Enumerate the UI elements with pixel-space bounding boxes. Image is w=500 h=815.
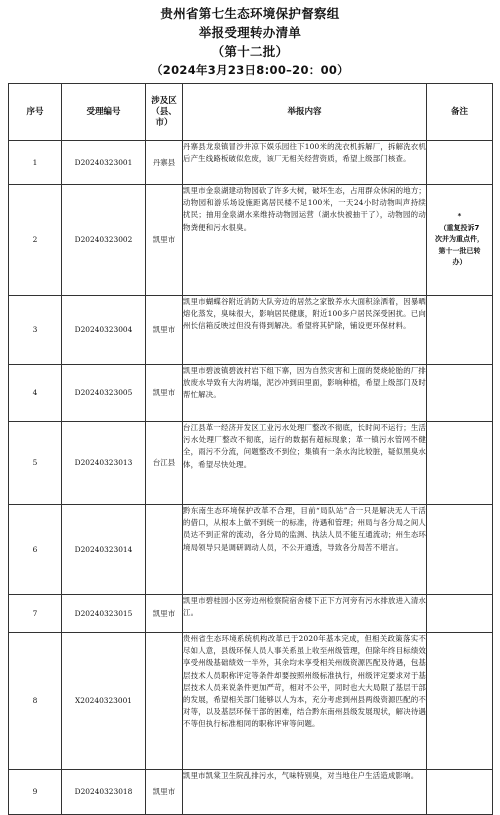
complaint-table bbox=[8, 83, 493, 815]
table-row bbox=[9, 422, 493, 505]
note-line: * bbox=[457, 212, 462, 221]
title-agency: 贵州省第七生态环境保护督察组 bbox=[160, 6, 340, 21]
title-list-name: 举报受理转办清单 bbox=[198, 25, 302, 40]
cell-note bbox=[427, 595, 493, 633]
cell-content: 凯里市凯棠卫生院乱排污水，气味特别臭，对当地住户生活造成影响。 bbox=[183, 770, 427, 815]
cell-content: 凯里市碧桂园小区旁边州检察院宿舍楼下正下方河旁有污水排放进入清水江。 bbox=[183, 595, 427, 633]
note-line: 办） bbox=[452, 258, 467, 267]
header-content: 举报内容 bbox=[183, 84, 427, 141]
header-note: 备注 bbox=[427, 84, 493, 141]
title-time-range: （2024年3月23日8:00–20：00） bbox=[151, 63, 349, 77]
cell-code: D20240323014 bbox=[62, 505, 146, 595]
cell-content: 凯里市金泉湖建动物园砍了许多大树，破坏生态，占用群众休闲的地方；动物园和游乐场设施距离居民楼不足100米，一天24小时动物叫声持续扰民；抽用金泉湖水来维持动物园运营（湖水快被抽干了），动物园的动物粪便和污水很臭。 bbox=[183, 185, 427, 296]
cell-code: D20240323005 bbox=[62, 365, 146, 422]
table-row bbox=[9, 365, 493, 422]
cell-region: 凯里市 bbox=[146, 296, 183, 365]
header-code: 受理编号 bbox=[62, 84, 146, 141]
cell-note bbox=[427, 296, 493, 365]
header-region: 涉及区（县、市） bbox=[146, 84, 183, 141]
cell-content: 凯里市碧波镇碧波村岩下组下寨，因为自然灾害和上面的焚烧轮胎的厂排放废水导致有大沟坍塌，泥沙冲到田里面，影响种植，希望上级部门及时帮忙解决。 bbox=[183, 365, 427, 422]
cell-code: D20240323018 bbox=[62, 770, 146, 815]
table-header-row bbox=[9, 84, 493, 141]
cell-index: 2 bbox=[9, 185, 62, 296]
cell-code: D20240323013 bbox=[62, 422, 146, 505]
cell-content: 黔东南生态环境保护改革不合理，目前“局队站”合一只是解决无人干活的借口，从根本上做不到统一的标准，待遇和管理；州局与各分局之间人员达不到正常的流动，各分局的监测、执法人员不能互通流动；州生态环境局领导只是调研调动人员，不公开通透，导致各分局苦不堪言。 bbox=[183, 505, 427, 595]
cell-index: 6 bbox=[9, 505, 62, 595]
title-batch: （第十二批） bbox=[211, 44, 289, 59]
table-row bbox=[9, 595, 493, 633]
cell-region: 丹寨县 bbox=[146, 141, 183, 185]
cell-code: X20240323001 bbox=[62, 633, 146, 770]
cell-code: D20240323002 bbox=[62, 185, 146, 296]
cell-note bbox=[427, 422, 493, 505]
note-line: （重复投诉7 bbox=[439, 223, 480, 232]
note-line: 第十一批已转 bbox=[438, 246, 481, 255]
document-header bbox=[0, 4, 500, 80]
cell-content: 丹寨县龙泉镇冒沙井凉下娱乐园往下100米的洗衣机拆解厂，拆解洗衣机后产生线路板破似危废，该厂无相关经营资质，希望上级部门核查。 bbox=[183, 141, 427, 185]
cell-content: 台江县革一经济开发区工业污水处理厂整改不彻底，长时间不运行；生活污水处理厂整改不彻底，运行的数据有超标现象；革一镇污水管网不健全，雨污不分流，问题整改不到位；集镇有一条水沟比较脏，疑似黑臭水体，希望尽快处理。 bbox=[183, 422, 427, 505]
cell-index: 7 bbox=[9, 595, 62, 633]
note-line: 次并为重点件， bbox=[435, 235, 484, 244]
cell-note bbox=[427, 141, 493, 185]
cell-index: 5 bbox=[9, 422, 62, 505]
header-index: 序号 bbox=[9, 84, 62, 141]
cell-index: 8 bbox=[9, 633, 62, 770]
cell-region: 凯里市 bbox=[146, 365, 183, 422]
table-row bbox=[9, 296, 493, 365]
table-row bbox=[9, 505, 493, 595]
cell-code: D20240323004 bbox=[62, 296, 146, 365]
cell-index: 9 bbox=[9, 770, 62, 815]
cell-index: 4 bbox=[9, 365, 62, 422]
cell-note bbox=[427, 365, 493, 422]
table-row bbox=[9, 770, 493, 815]
cell-note bbox=[427, 633, 493, 770]
cell-region bbox=[146, 505, 183, 595]
cell-region: 凯里市 bbox=[146, 770, 183, 815]
cell-note bbox=[427, 185, 493, 296]
cell-region: 凯里市 bbox=[146, 185, 183, 296]
cell-note bbox=[427, 770, 493, 815]
cell-note bbox=[427, 505, 493, 595]
cell-content: 贵州省生态环境系统机构改革已于2020年基本完成，但相关政策落实不尽如人意，县级环保人员人事关系虽上收至州级管理，但除年终目标绩效享受州级基础绩效一半外，其余均未享受相关州级资源匹配及待遇，包基层技术人员职称评定等条件却要按照州级标准执行，州级评定要求对于基层技术人员来说条件更加严苛，相对不公平，同时也大大局限了基层干部的发展，希望相关部门能够以人为本，充分考虑到州县两级资源匹配的不对等，以及基层环保干部的困难，结合黔东南州县级发展现状，解决待遇不等但执行标准相同的职称评审等问题。 bbox=[183, 633, 427, 770]
cell-region: 台江县 bbox=[146, 422, 183, 505]
table-row bbox=[9, 185, 493, 296]
cell-code: D20240323001 bbox=[62, 141, 146, 185]
cell-region: 凯里市 bbox=[146, 595, 183, 633]
cell-region bbox=[146, 633, 183, 770]
table-row bbox=[9, 633, 493, 770]
cell-code: D20240323015 bbox=[62, 595, 146, 633]
cell-index: 1 bbox=[9, 141, 62, 185]
cell-content: 凯里市蝴蝶谷附近消防大队旁边的居然之家散养水大面积涂洒着，因暴晒熔化蒸发，臭味很大，影响居民健康，附近100多户居民深受困扰。已向州长信箱反映过但没有得到解决。希望将其铲除，铺设更环保材料。 bbox=[183, 296, 427, 365]
table-row bbox=[9, 141, 493, 185]
cell-index: 3 bbox=[9, 296, 62, 365]
